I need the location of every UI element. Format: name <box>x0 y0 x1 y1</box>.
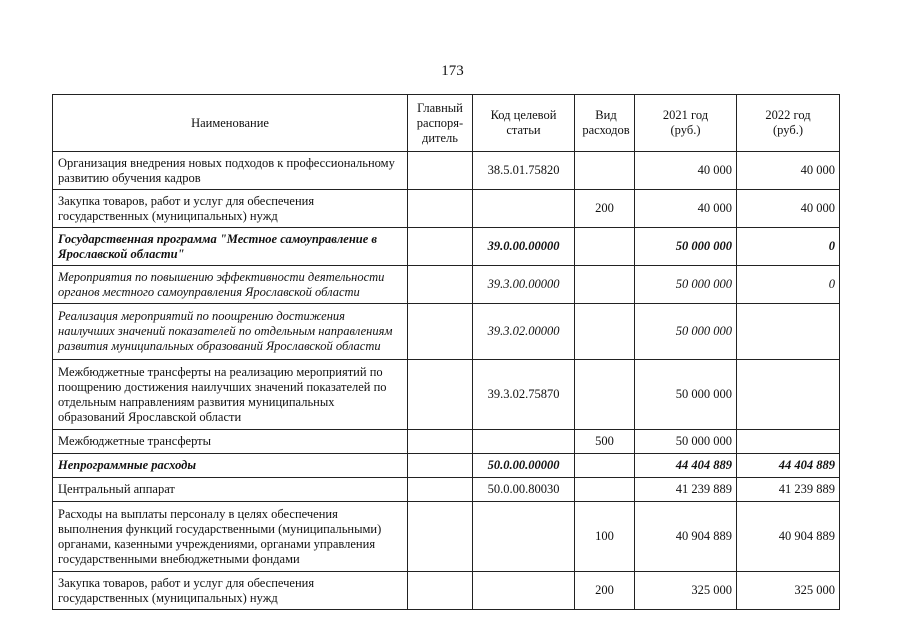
cell-2021: 40 000 <box>635 190 737 228</box>
cell-code: 50.0.00.00000 <box>473 454 575 478</box>
header-2021-text: 2021 год (руб.) <box>662 108 709 137</box>
table-row <box>53 304 840 360</box>
cell-2022: 325 000 <box>737 572 840 610</box>
cell-name: Межбюджетные трансферты <box>53 430 408 454</box>
cell-2022: 0 <box>737 228 840 266</box>
cell-vid: 100 <box>575 502 635 572</box>
cell-2022 <box>737 360 840 430</box>
cell-2022: 41 239 889 <box>737 478 840 502</box>
cell-code <box>473 502 575 572</box>
cell-name: Расходы на выплаты персоналу в целях обеспечения выполнения функций государственными (муниципальными) органами, казенными учреждениями, органами управления государственными внебюджетными фондами <box>53 502 408 572</box>
cell-chief <box>408 502 473 572</box>
budget-table <box>52 94 840 610</box>
cell-code <box>473 430 575 454</box>
cell-name: Центральный аппарат <box>53 478 408 502</box>
cell-2021: 40 000 <box>635 152 737 190</box>
cell-name: Государственная программа "Местное самоуправление в Ярославской области" <box>53 228 408 266</box>
cell-chief <box>408 454 473 478</box>
table-row <box>53 478 840 502</box>
table-row <box>53 266 840 304</box>
cell-2022 <box>737 430 840 454</box>
cell-chief <box>408 152 473 190</box>
cell-vid <box>575 266 635 304</box>
page-number: 173 <box>441 63 464 79</box>
cell-name: Межбюджетные трансферты на реализацию мероприятий по поощрению достижения наилучших значений показателей по отдельным направлениям развития муниципальных образований Ярославской области <box>53 360 408 430</box>
header-code-text: Код целевой статьи <box>490 108 557 137</box>
cell-vid <box>575 478 635 502</box>
cell-name: Организация внедрения новых подходов к профессиональному развитию обучения кадров <box>53 152 408 190</box>
cell-chief <box>408 266 473 304</box>
cell-vid: 200 <box>575 190 635 228</box>
table-row <box>53 430 840 454</box>
header-chief <box>408 95 473 152</box>
header-row <box>53 95 840 152</box>
header-2021 <box>635 95 737 152</box>
cell-name: Закупка товаров, работ и услуг для обеспечения государственных (муниципальных) нужд <box>53 190 408 228</box>
cell-2021: 50 000 000 <box>635 228 737 266</box>
cell-code <box>473 572 575 610</box>
cell-vid <box>575 304 635 360</box>
table-row <box>53 228 840 266</box>
cell-vid <box>575 454 635 478</box>
cell-code: 38.5.01.75820 <box>473 152 575 190</box>
cell-2021: 40 904 889 <box>635 502 737 572</box>
table-row <box>53 190 840 228</box>
cell-vid <box>575 228 635 266</box>
cell-code: 39.0.00.00000 <box>473 228 575 266</box>
cell-chief <box>408 228 473 266</box>
header-code <box>473 95 575 152</box>
header-chief-text: Главный распоря-дитель <box>416 100 464 145</box>
cell-2021: 50 000 000 <box>635 304 737 360</box>
cell-2022 <box>737 304 840 360</box>
table-row <box>53 502 840 572</box>
table-row <box>53 572 840 610</box>
header-vid-text: Вид расходов <box>582 108 630 137</box>
cell-2021: 325 000 <box>635 572 737 610</box>
cell-code: 39.3.00.00000 <box>473 266 575 304</box>
cell-2021: 50 000 000 <box>635 266 737 304</box>
cell-name: Реализация мероприятий по поощрению достижения наилучших значений показателей по отдельным направлениям развития муниципальных образований Ярославской области <box>53 304 408 360</box>
cell-2021: 44 404 889 <box>635 454 737 478</box>
header-name: Наименование <box>53 95 408 152</box>
cell-chief <box>408 304 473 360</box>
cell-2022: 44 404 889 <box>737 454 840 478</box>
cell-2022: 40 000 <box>737 152 840 190</box>
cell-name: Мероприятия по повышению эффективности деятельности органов местного самоуправления Ярославской области <box>53 266 408 304</box>
cell-2021: 41 239 889 <box>635 478 737 502</box>
cell-chief <box>408 190 473 228</box>
cell-chief <box>408 360 473 430</box>
cell-2022: 40 904 889 <box>737 502 840 572</box>
cell-vid: 200 <box>575 572 635 610</box>
cell-name: Закупка товаров, работ и услуг для обеспечения государственных (муниципальных) нужд <box>53 572 408 610</box>
cell-2022: 40 000 <box>737 190 840 228</box>
cell-chief <box>408 430 473 454</box>
header-2022-text: 2022 год (руб.) <box>765 108 811 137</box>
cell-vid <box>575 152 635 190</box>
cell-code: 39.3.02.75870 <box>473 360 575 430</box>
cell-code: 39.3.02.00000 <box>473 304 575 360</box>
cell-chief <box>408 478 473 502</box>
cell-chief <box>408 572 473 610</box>
cell-vid: 500 <box>575 430 635 454</box>
cell-name: Непрограммные расходы <box>53 454 408 478</box>
header-2022 <box>737 95 840 152</box>
table-row <box>53 360 840 430</box>
table-row <box>53 152 840 190</box>
cell-code: 50.0.00.80030 <box>473 478 575 502</box>
cell-code <box>473 190 575 228</box>
table-row <box>53 454 840 478</box>
cell-2021: 50 000 000 <box>635 430 737 454</box>
header-vid <box>575 95 635 152</box>
cell-2021: 50 000 000 <box>635 360 737 430</box>
cell-2022: 0 <box>737 266 840 304</box>
cell-vid <box>575 360 635 430</box>
